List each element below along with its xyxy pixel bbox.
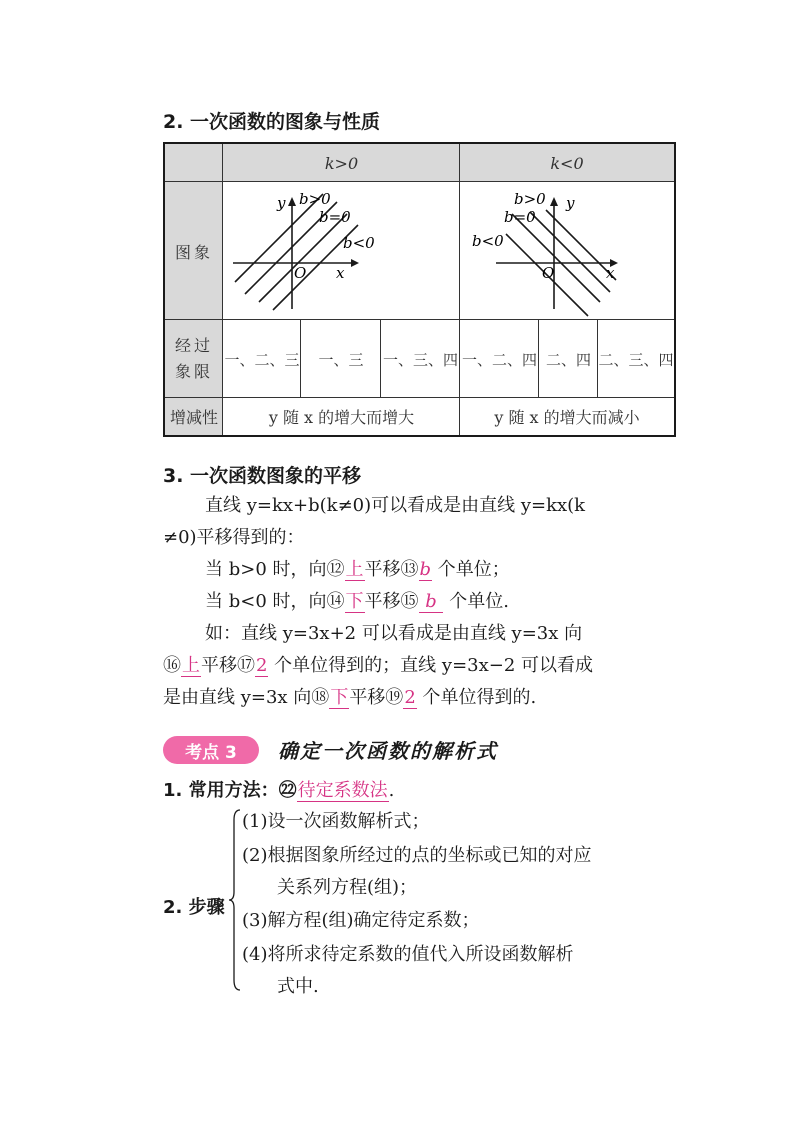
graph2-y-label: y <box>566 194 575 212</box>
quadrant-cell: 一、二、四 <box>461 350 537 369</box>
answer-19: 2 <box>404 687 416 708</box>
quadrant-cell: 一、三 <box>318 350 364 369</box>
answer-14: 下 <box>345 591 364 612</box>
quadrant-cell: 一、二、三 <box>224 350 300 369</box>
table-corner <box>165 144 223 182</box>
row-label-graph: 图象 <box>165 182 223 320</box>
step-2-line-2: 关系列方程(组)； <box>277 877 418 898</box>
step-2-line-1: (2)根据图象所经过的点的坐标或已知的对应 <box>242 845 592 866</box>
kaodian-title: 确定一次函数的解析式 <box>278 739 498 763</box>
translation-line-1: 直线 y=kx+b(k≠0)可以看成是由直线 y=kx(k <box>205 495 586 516</box>
curly-brace <box>228 808 242 992</box>
answer-16: 上 <box>182 655 200 676</box>
method-line: 1. 常用方法：㉒待定系数法. <box>163 780 395 801</box>
header-k-positive: k>0 <box>223 144 460 182</box>
graph2-bpos-label: b>0 <box>514 190 546 208</box>
monotonic-k-positive: y 随 x 的增大而增大 <box>268 408 415 427</box>
section-2-title: 2. 一次函数的图象与性质 <box>163 111 381 133</box>
graph1-bpos-label: b>0 <box>299 190 331 208</box>
translation-rule-bpos: 当 b>0 时，向⑫上平移⑬b 个单位； <box>205 559 510 580</box>
properties-table <box>163 142 676 437</box>
step-3: (3)解方程(组)确定待定系数； <box>242 910 480 931</box>
graph-k-positive <box>223 182 459 319</box>
graph2-bneg-label: b<0 <box>472 232 504 250</box>
section-3-title: 3. 一次函数图象的平移 <box>163 465 362 487</box>
example-line-1: 如：直线 y=3x+2 可以看成是由直线 y=3x 向 <box>205 623 583 644</box>
answer-12: 上 <box>345 559 364 580</box>
answer-15: b <box>419 591 443 612</box>
quadrant-cell: 二、四 <box>545 350 591 369</box>
graph2-bzero-label: b=0 <box>504 208 536 226</box>
header-k-negative: k<0 <box>460 144 674 182</box>
graph1-x-label: x <box>336 264 345 282</box>
quadrant-cell: 二、三、四 <box>598 350 674 369</box>
step-4-line-1: (4)将所求待定系数的值代入所设函数解析 <box>242 944 574 965</box>
graph1-y-label: y <box>277 194 286 212</box>
answer-22: 待定系数法 <box>297 780 388 801</box>
answer-17: 2 <box>256 655 268 676</box>
steps-label: 2. 步骤 <box>163 897 225 918</box>
answer-18: 下 <box>330 687 349 708</box>
graph1-bzero-label: b=0 <box>319 208 351 226</box>
translation-rule-bneg: 当 b<0 时，向⑭下平移⑮ b 个单位. <box>205 591 509 612</box>
row-label-monotonic: 增减性 <box>165 398 223 435</box>
step-4-line-2: 式中. <box>277 976 319 997</box>
example-line-2: ⑯上平移⑰2 个单位得到的；直线 y=3x−2 可以看成 <box>163 655 594 676</box>
graph-k-negative <box>460 182 674 319</box>
quadrant-cell: 一、三、四 <box>382 350 458 369</box>
answer-13: b <box>419 559 432 580</box>
kaodian-badge: 考点 3 <box>163 736 259 764</box>
graph1-bneg-label: b<0 <box>343 234 375 252</box>
monotonic-k-negative: y 随 x 的增大而减小 <box>494 408 640 427</box>
graph2-origin-label: O <box>542 264 555 282</box>
translation-line-2: ≠0)平移得到的： <box>163 527 305 548</box>
example-line-3: 是由直线 y=3x 向⑱下平移⑲2 个单位得到的. <box>163 687 537 708</box>
row-label-quadrant: 经过象限 <box>165 320 223 398</box>
graph2-x-label: x <box>606 264 615 282</box>
step-1: (1)设一次函数解析式； <box>242 811 430 832</box>
graph1-origin-label: O <box>294 264 307 282</box>
